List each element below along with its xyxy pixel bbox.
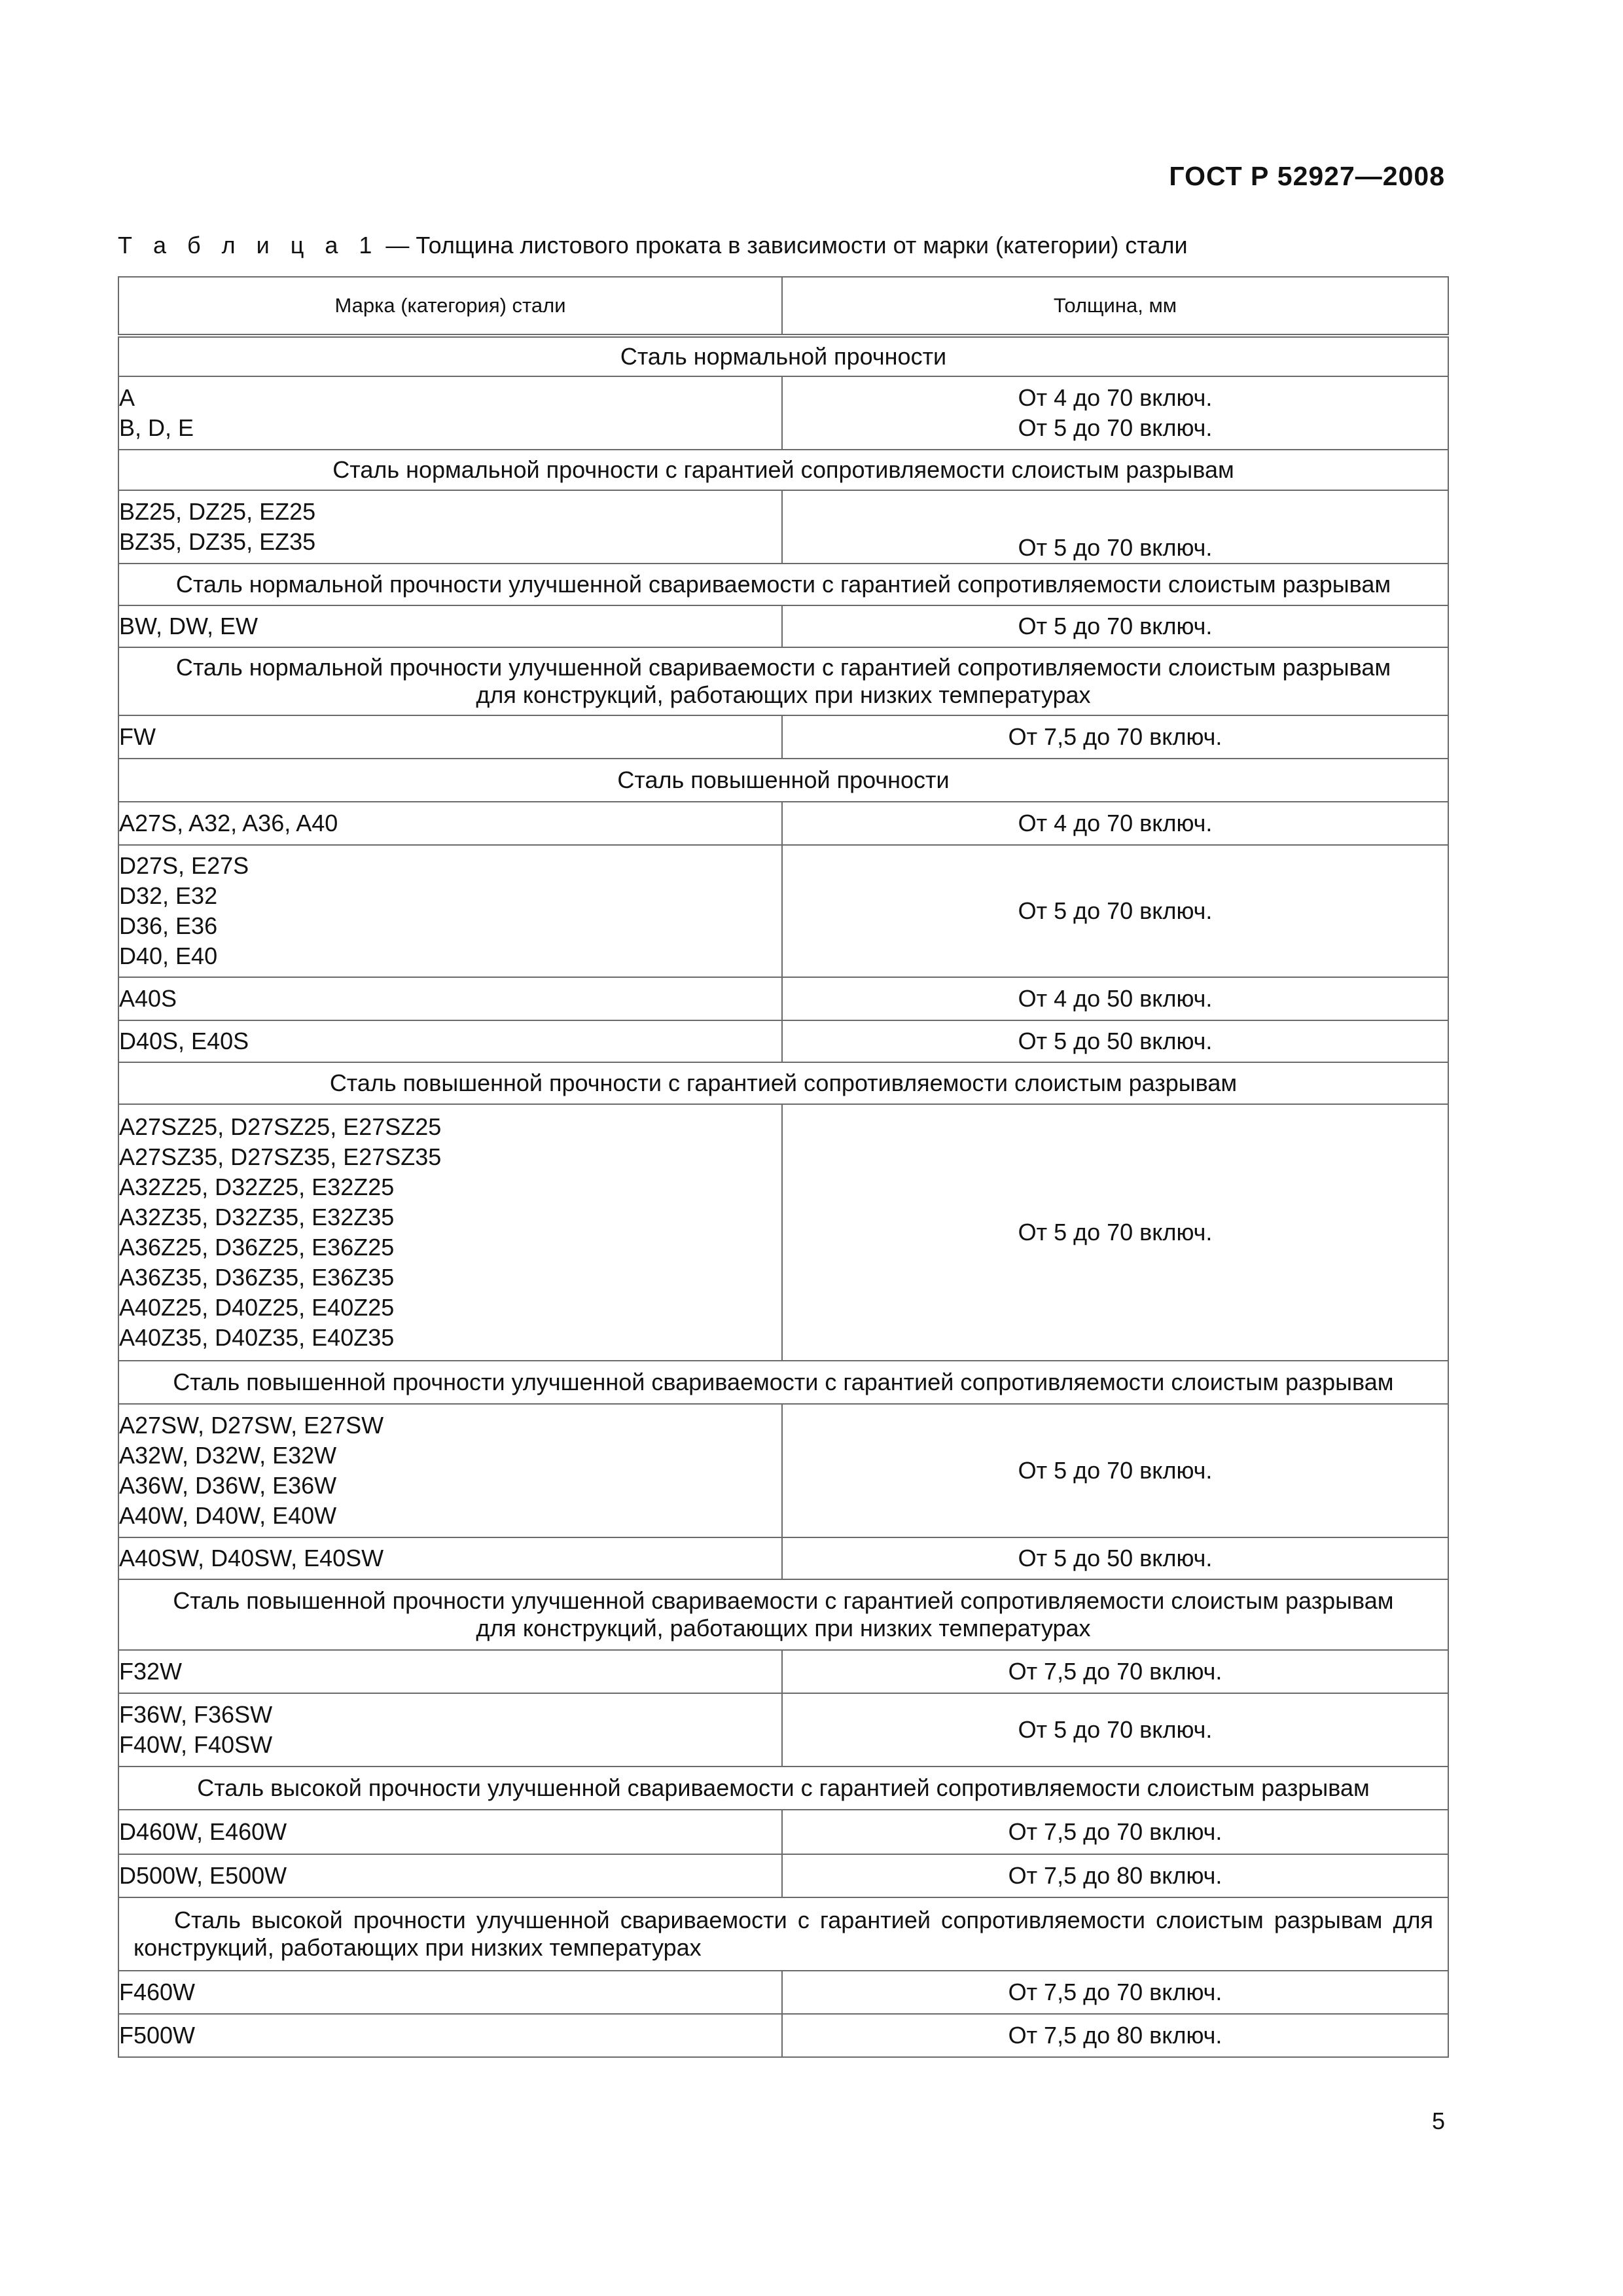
grade-cell: D460W, E460W (118, 1810, 782, 1854)
grade-line: A27SZ35, D27SZ35, E27SZ35 (119, 1143, 442, 1170)
section-row (118, 1579, 1448, 1650)
section-title-line: Сталь повышенной прочности улучшенной свариваемости с гарантией сопротивляемости слоистым разрывам (173, 1587, 1394, 1614)
table-row (118, 605, 1448, 647)
grade-line: A32W, D32W, E32W (119, 1441, 337, 1469)
grade-cell: D40S, E40S (118, 1020, 782, 1062)
grade-cell (118, 376, 782, 450)
table-header-row (118, 277, 1448, 336)
grade-line: A (119, 384, 135, 411)
grade-line: A32Z25, D32Z25, E32Z25 (119, 1173, 395, 1200)
thickness-cell: От 7,5 до 80 включ. (782, 1854, 1448, 1897)
table-row (118, 1650, 1448, 1693)
grade-line: A27SW, D27SW, E27SW (119, 1411, 384, 1439)
grade-line: A40Z35, D40Z35, E40Z35 (119, 1324, 395, 1352)
grade-cell: A27S, A32, A36, A40 (118, 802, 782, 845)
grade-cell: BW, DW, EW (118, 605, 782, 647)
grade-line: A36Z25, D36Z25, E36Z25 (119, 1234, 395, 1261)
section-row (118, 450, 1448, 490)
grade-cell: D500W, E500W (118, 1854, 782, 1897)
section-title: Сталь повышенной прочности улучшенной свариваемости с гарантией сопротивляемости слоистым разрывам (118, 1361, 1448, 1404)
section-row (118, 1062, 1448, 1104)
section-title: Сталь нормальной прочности улучшенной свариваемости с гарантией сопротивляемости слоистым разрывам (118, 564, 1448, 605)
grade-cell (118, 1404, 782, 1537)
section-title: Сталь повышенной прочности с гарантией сопротивляемости слоистым разрывам (118, 1062, 1448, 1104)
grade-line: A32Z35, D32Z35, E32Z35 (119, 1203, 395, 1230)
section-title: Сталь высокой прочности улучшенной свариваемости с гарантией сопротивляемости слоистым разрывам для конструкций, работающих при низких температурах (118, 1897, 1448, 1971)
table-row (118, 1854, 1448, 1897)
grade-cell (118, 1104, 782, 1361)
table-row (118, 845, 1448, 977)
thickness-cell: От 5 до 50 включ. (782, 1537, 1448, 1579)
table-row (118, 1020, 1448, 1062)
section-row (118, 1767, 1448, 1810)
grade-line: F36W, F36SW (119, 1700, 273, 1728)
grade-cell (118, 490, 782, 564)
table-row (118, 802, 1448, 845)
thickness-cell: От 7,5 до 80 включ. (782, 2014, 1448, 2057)
section-row (118, 564, 1448, 605)
grade-cell: A40SW, D40SW, E40SW (118, 1537, 782, 1579)
thickness-cell: От 4 до 70 включ. (782, 802, 1448, 845)
table-row (118, 1537, 1448, 1579)
grade-cell: F500W (118, 2014, 782, 2057)
section-row (118, 759, 1448, 802)
thickness-cell: От 7,5 до 70 включ. (782, 1650, 1448, 1693)
grade-line: A36W, D36W, E36W (119, 1472, 337, 1499)
section-title: Сталь нормальной прочности (118, 336, 1448, 376)
thickness-cell: От 5 до 70 включ. (782, 1693, 1448, 1767)
grade-line: D32, E32 (119, 882, 218, 909)
grade-line: D27S, E27S (119, 852, 249, 879)
thickness-cell: От 7,5 до 70 включ. (782, 1810, 1448, 1854)
grade-cell: F32W (118, 1650, 782, 1693)
table-row (118, 1104, 1448, 1361)
thickness-cell: От 4 до 50 включ. (782, 977, 1448, 1020)
table-row (118, 715, 1448, 759)
thickness-cell (782, 376, 1448, 450)
grade-line: B, D, E (119, 414, 194, 441)
table-caption (118, 232, 1188, 259)
section-title-line: Сталь нормальной прочности улучшенной свариваемости с гарантией сопротивляемости слоистым разрывам (175, 653, 1391, 681)
thickness-cell: От 5 до 70 включ. (782, 490, 1448, 564)
grade-cell: A40S (118, 977, 782, 1020)
table-row (118, 1810, 1448, 1854)
document-number: ГОСТ Р 52927—2008 (1169, 161, 1445, 191)
steel-thickness-table (118, 276, 1449, 2058)
header-thickness: Толщина, мм (782, 277, 1448, 336)
thickness-cell: От 7,5 до 70 включ. (782, 1971, 1448, 2014)
section-title (118, 1579, 1448, 1650)
grade-cell (118, 1693, 782, 1767)
table-row (118, 1971, 1448, 2014)
grade-cell: FW (118, 715, 782, 759)
grade-cell: F460W (118, 1971, 782, 2014)
header-grade: Марка (категория) стали (118, 277, 782, 336)
grade-line: A27SZ25, D27SZ25, E27SZ25 (119, 1113, 442, 1140)
thickness-cell: От 5 до 70 включ. (782, 1104, 1448, 1361)
table-row (118, 1693, 1448, 1767)
table-caption-label: Т а б л и ц а 1 (118, 232, 380, 259)
grade-line: A36Z35, D36Z35, E36Z35 (119, 1264, 395, 1291)
thickness-cell: От 5 до 50 включ. (782, 1020, 1448, 1062)
table-row (118, 490, 1448, 564)
thickness-cell: От 5 до 70 включ. (782, 1404, 1448, 1537)
table-row (118, 376, 1448, 450)
section-title: Сталь повышенной прочности (118, 759, 1448, 802)
table-row (118, 2014, 1448, 2057)
section-title (118, 647, 1448, 715)
section-row (118, 1361, 1448, 1404)
thickness-line: От 4 до 70 включ. (1018, 384, 1213, 411)
table-row (118, 1404, 1448, 1537)
section-title-line: для конструкций, работающих при низких температурах (476, 1615, 1091, 1641)
grade-line: BZ35, DZ35, EZ35 (119, 528, 316, 555)
page-number: 5 (1431, 2108, 1445, 2134)
section-title: Сталь нормальной прочности с гарантией сопротивляемости слоистым разрывам (118, 450, 1448, 490)
grade-line: BZ25, DZ25, EZ25 (119, 497, 316, 525)
grade-cell (118, 845, 782, 977)
grade-line: D36, E36 (119, 912, 218, 939)
grade-line: F40W, F40SW (119, 1731, 273, 1758)
section-title-line: для конструкций, работающих при низких температурах (476, 681, 1091, 708)
grade-line: D40, E40 (119, 942, 218, 970)
table-caption-text: — Толщина листового проката в зависимости от марки (категории) стали (379, 232, 1188, 259)
thickness-line: От 5 до 70 включ. (1018, 414, 1213, 441)
section-row (118, 336, 1448, 376)
thickness-cell: От 7,5 до 70 включ. (782, 715, 1448, 759)
section-row (118, 647, 1448, 715)
thickness-cell: От 5 до 70 включ. (782, 605, 1448, 647)
table-row (118, 977, 1448, 1020)
section-row (118, 1897, 1448, 1971)
grade-line: A40W, D40W, E40W (119, 1502, 337, 1530)
thickness-cell: От 5 до 70 включ. (782, 845, 1448, 977)
section-title: Сталь высокой прочности улучшенной свариваемости с гарантией сопротивляемости слоистым разрывам (118, 1767, 1448, 1810)
grade-line: A40Z25, D40Z25, E40Z25 (119, 1294, 395, 1321)
